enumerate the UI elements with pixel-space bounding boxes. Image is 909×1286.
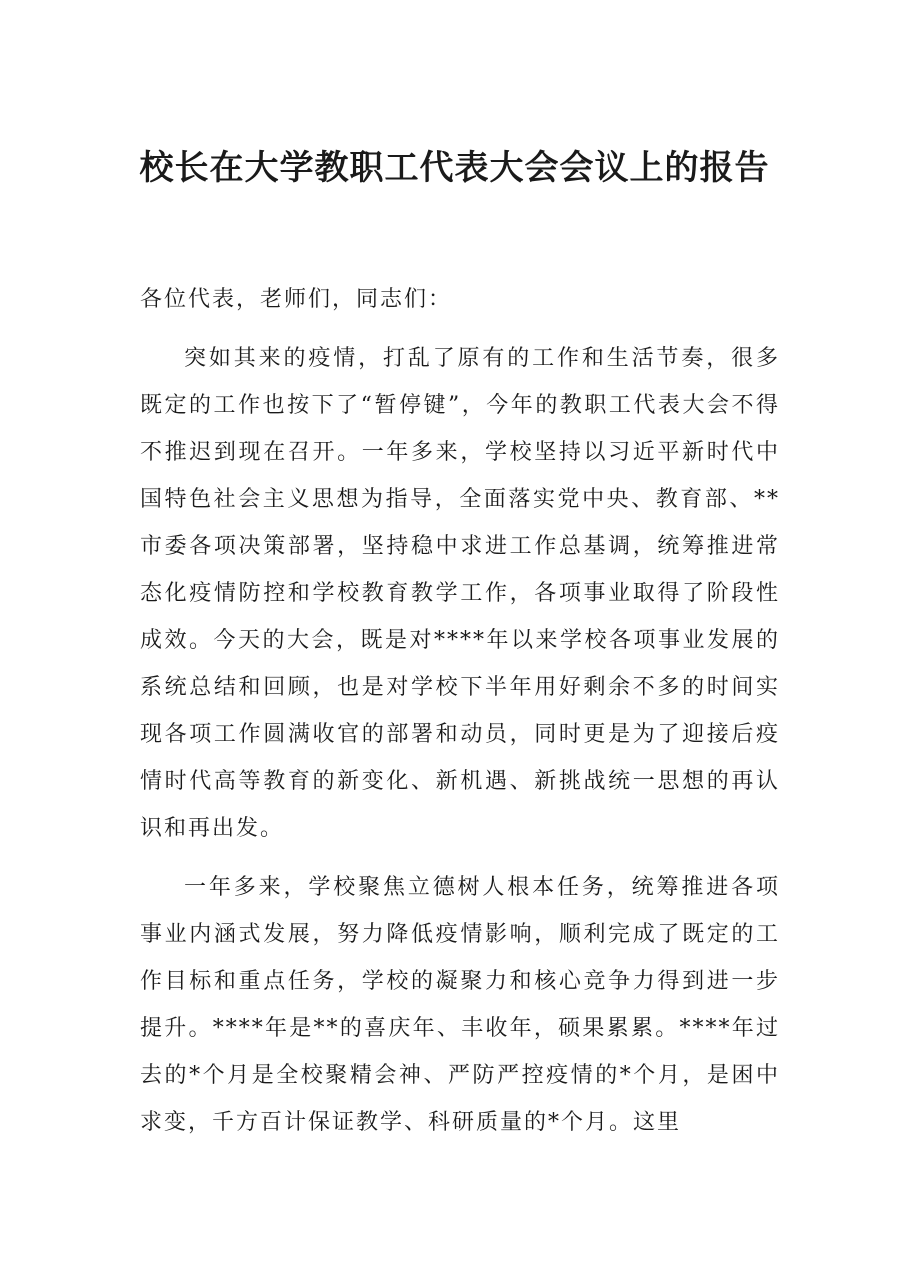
paragraph-2: 一年多来，学校聚焦立德树人根本任务，统筹推进各项事业内涵式发展，努力降低疫情影响，顺利完成了既定的工作目标和重点任务，学校的凝聚力和核心竞争力得到进一步提升。****年是**的喜庆年、丰收年，硕果累累。****年过去的*个月是全校聚精会神、严防严控疫情的*个月，是困中求变，千方百计保证教学、科研质量的*个月。这里	[140, 875, 780, 1135]
document-body	[140, 276, 780, 1158]
document-title: 校长在大学教职工代表大会会议上的报告	[139, 148, 770, 188]
salutation: 各位代表，老师们，同志们：	[140, 287, 453, 312]
paragraph-1: 突如其来的疫情，打乱了原有的工作和生活节奏，很多既定的工作也按下了“暂停键”，今年的教职工代表大会不得不推迟到现在召开。一年多来，学校坚持以习近平新时代中国特色社会主义思想为指导，全面落实党中央、教育部、**市委各项决策部署，坚持稳中求进工作总基调，统筹推进常态化疫情防控和学校教育教学工作，各项事业取得了阶段性成效。今天的大会，既是对****年以来学校各项事业发展的系统总结和回顾，也是对学校下半年用好剩余不多的时间实现各项工作圆满收官的部署和动员，同时更是为了迎接后疫情时代高等教育的新变化、新机遇、新挑战统一思想的再认识和再出发。	[140, 346, 780, 841]
